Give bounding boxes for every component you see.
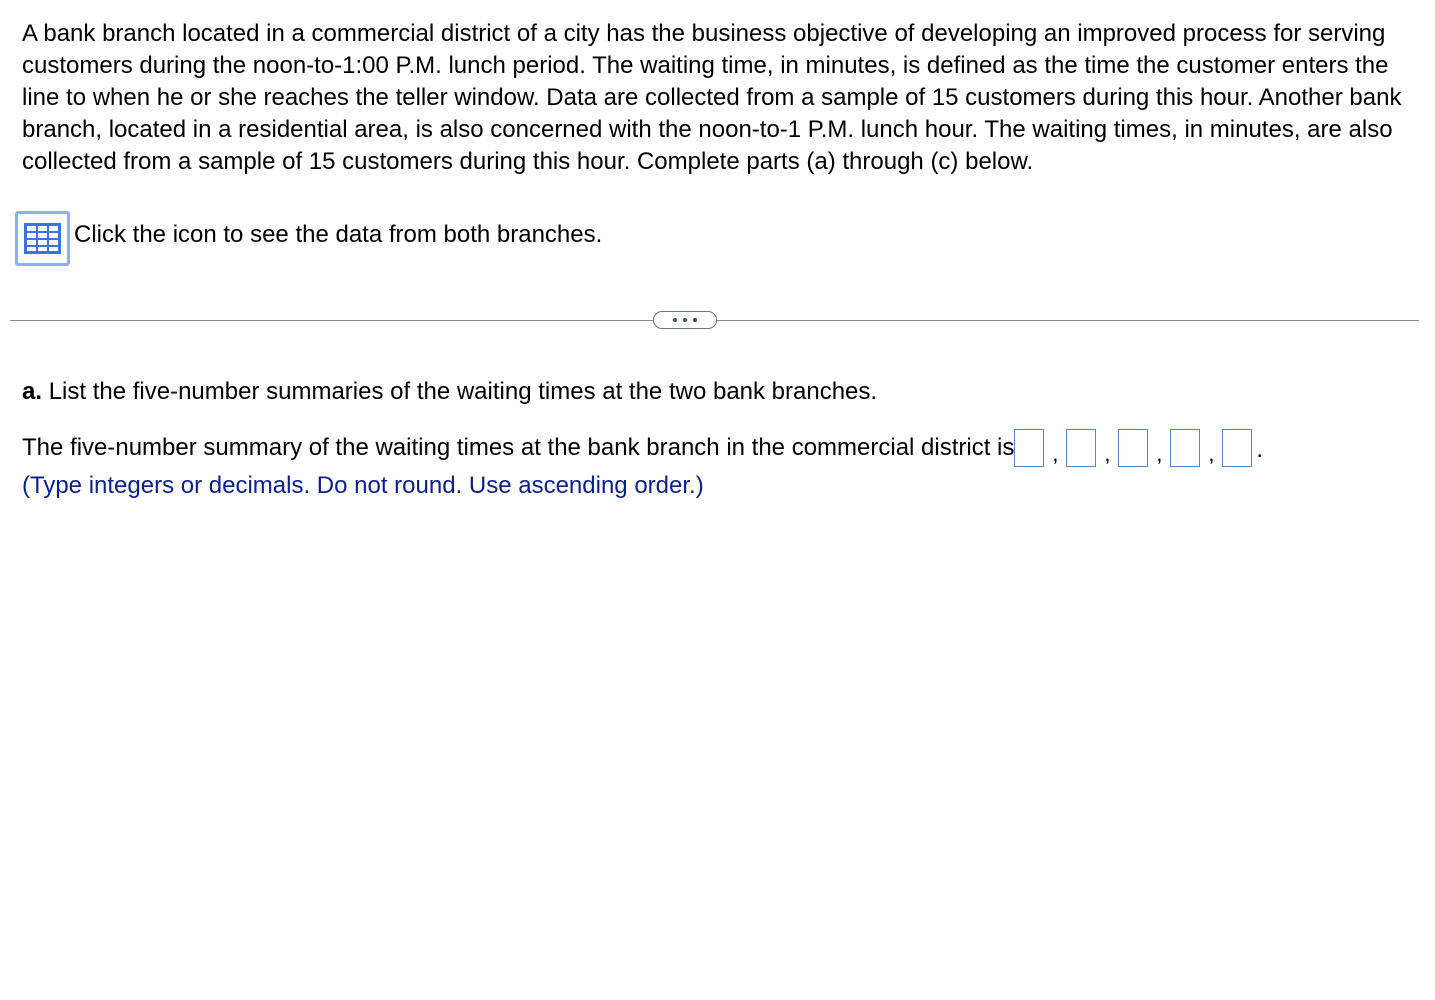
answer-separator: , — [1104, 441, 1111, 466]
data-link-row — [15, 207, 602, 269]
answer-line-commercial — [22, 428, 1263, 468]
answer-box-minimum[interactable] — [1014, 429, 1044, 467]
answer-box-q1[interactable] — [1066, 429, 1096, 467]
answer-separator: , — [1052, 441, 1059, 466]
answer-separator: , — [1208, 441, 1215, 466]
answer-format-hint: (Type integers or decimals. Do not round. Use ascending order.) — [22, 472, 704, 499]
part-a-label: a. — [22, 378, 43, 405]
part-a-question — [22, 376, 877, 408]
answer-box-median[interactable] — [1118, 429, 1148, 467]
ellipsis-icon[interactable] — [653, 311, 717, 329]
data-link-text: Click the icon to see the data from both branches. — [74, 221, 603, 248]
problem-intro-text: A bank branch located in a commercial district of a city has the business objective of developing an improved process for serving customers during the noon-to-1:00 P.M. lunch period. The waiting time, in minutes, is defined as the time the customer enters the line to when he or she reaches the teller window. Data are collected from a sample of 15 customers during this hour. Another bank branch, located in a residential area, is also concerned with the noon-to-1 P.M. lunch hour. The waiting times, in minutes, are also collected from a sample of 15 customers during this hour. Complete parts (a) through (c) below. — [22, 20, 1402, 175]
answer-box-q3[interactable] — [1170, 429, 1200, 467]
table-grid-icon[interactable] — [15, 211, 70, 266]
answer-separator: , — [1156, 441, 1163, 466]
answer-box-maximum[interactable] — [1222, 429, 1252, 467]
part-a-question-text: List the five-number summaries of the waiting times at the two bank branches. — [48, 378, 878, 405]
answer-terminator: . — [1256, 436, 1264, 463]
answer-prompt: The five-number summary of the waiting times at the bank branch in the commercial district is — [22, 434, 1015, 461]
